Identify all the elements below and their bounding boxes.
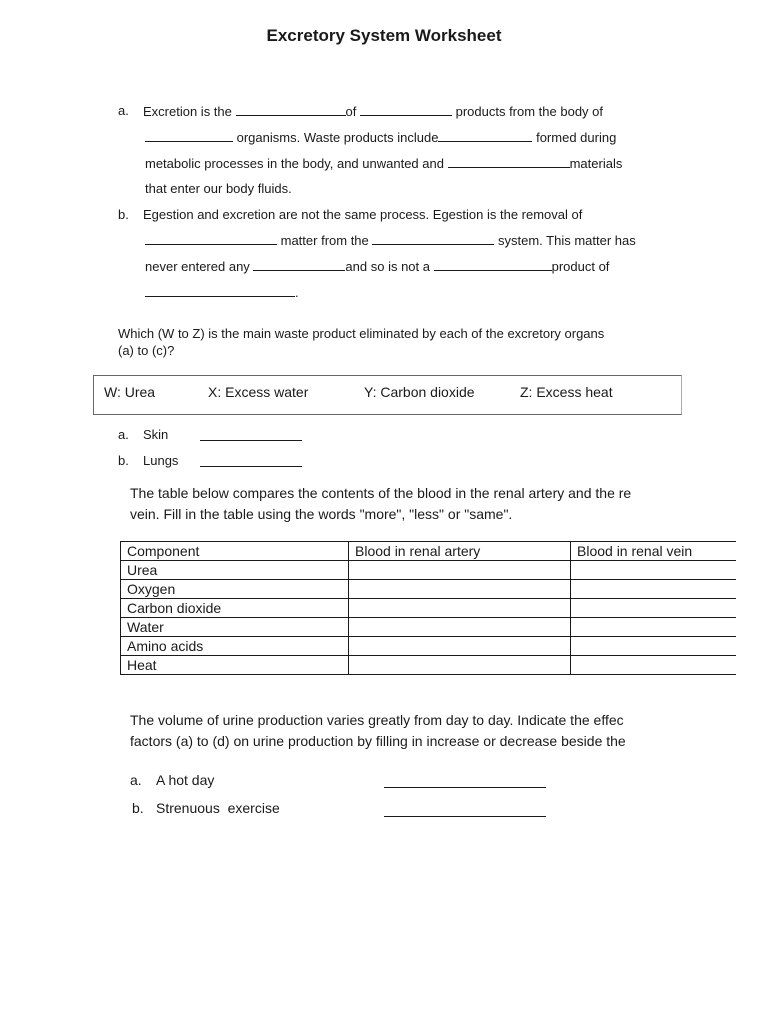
- table-row: [121, 561, 761, 580]
- page-crop-edge: [736, 480, 768, 780]
- part-a-line-3: [145, 155, 622, 171]
- question-4-line-1: The volume of urine production varies greatly from day to day. Indicate the effec: [130, 712, 624, 728]
- part-b-marker: b.: [118, 207, 129, 222]
- exercise-answer-blank[interactable]: [384, 816, 546, 817]
- answer-cell[interactable]: [349, 618, 571, 637]
- answer-cell[interactable]: [571, 656, 761, 675]
- text: materials: [569, 156, 623, 171]
- blank[interactable]: [372, 232, 494, 245]
- blank[interactable]: [145, 232, 277, 245]
- part-b-line-3: [145, 258, 609, 274]
- item-a-marker: a.: [118, 427, 129, 442]
- text: .: [295, 285, 299, 300]
- factor-a-marker: a.: [130, 772, 142, 788]
- blank[interactable]: [360, 103, 452, 116]
- text: organisms. Waste products include: [236, 130, 439, 145]
- table-row: [121, 618, 761, 637]
- answer-cell[interactable]: [349, 561, 571, 580]
- question-4-line-2: factors (a) to (d) on urine production by filling in increase or decrease beside the: [130, 733, 626, 749]
- option-y: Y: Carbon dioxide: [364, 384, 475, 400]
- skin-answer-blank[interactable]: [200, 440, 302, 441]
- comparison-table: [120, 541, 761, 675]
- text: Excretion is the: [143, 104, 232, 119]
- table-row: [121, 599, 761, 618]
- part-b-line-2: [145, 232, 636, 248]
- factor-b-marker: b.: [132, 800, 144, 816]
- row-label-water: Water: [121, 618, 349, 637]
- answer-cell[interactable]: [571, 599, 761, 618]
- question-2-line-1: Which (W to Z) is the main waste product eliminated by each of the excretory organs: [118, 326, 605, 341]
- blank[interactable]: [145, 284, 295, 297]
- header-component: Component: [121, 542, 349, 561]
- hot-day-answer-blank[interactable]: [384, 787, 546, 788]
- row-label-amino-acids: Amino acids: [121, 637, 349, 656]
- blank[interactable]: [253, 258, 345, 271]
- text: products from the body of: [455, 104, 604, 119]
- part-a-line-1: [143, 103, 603, 119]
- answer-cell[interactable]: [571, 637, 761, 656]
- part-a-line-4: that enter our body fluids.: [145, 181, 292, 196]
- text: and so is not a: [345, 259, 430, 274]
- answer-cell[interactable]: [349, 599, 571, 618]
- blank[interactable]: [448, 155, 570, 168]
- options-box: [93, 375, 682, 415]
- table-row: [121, 580, 761, 599]
- blank[interactable]: [438, 129, 532, 142]
- worksheet-title: Excretory System Worksheet: [266, 26, 502, 45]
- item-b-marker: b.: [118, 453, 129, 468]
- answer-cell[interactable]: [349, 580, 571, 599]
- text: product of: [551, 259, 610, 274]
- question-3-line-2: vein. Fill in the table using the words "more", "less" or "same".: [130, 506, 513, 522]
- blank[interactable]: [145, 129, 233, 142]
- item-lungs-label: Lungs: [143, 453, 179, 468]
- text: formed during: [536, 130, 617, 145]
- part-b-line-1: Egestion and excretion are not the same process. Egestion is the removal of: [143, 207, 583, 222]
- lungs-answer-blank[interactable]: [200, 466, 302, 467]
- text: of: [345, 104, 357, 119]
- table-row: [121, 656, 761, 675]
- text: matter from the: [280, 233, 369, 248]
- row-label-urea: Urea: [121, 561, 349, 580]
- part-a-line-2: [145, 129, 616, 145]
- question-3-line-1: The table below compares the contents of the blood in the renal artery and the re: [130, 485, 632, 501]
- part-a-marker: a.: [118, 103, 129, 118]
- text: metabolic processes in the body, and unwanted and: [145, 156, 444, 171]
- row-label-heat: Heat: [121, 656, 349, 675]
- answer-cell[interactable]: [571, 618, 761, 637]
- option-z: Z: Excess heat: [520, 384, 613, 400]
- text: never entered any: [145, 259, 250, 274]
- blank[interactable]: [434, 258, 552, 271]
- answer-cell[interactable]: [349, 656, 571, 675]
- option-x: X: Excess water: [208, 384, 309, 400]
- factor-exercise-label: Strenuous exercise: [156, 800, 280, 816]
- header-renal-artery: Blood in renal artery: [349, 542, 571, 561]
- row-label-carbon-dioxide: Carbon dioxide: [121, 599, 349, 618]
- item-skin-label: Skin: [143, 427, 169, 442]
- row-label-oxygen: Oxygen: [121, 580, 349, 599]
- answer-cell[interactable]: [349, 637, 571, 656]
- text: system. This matter has: [498, 233, 636, 248]
- part-b-line-4: [145, 284, 299, 300]
- question-2-line-2: (a) to (c)?: [118, 343, 175, 358]
- option-w: W: Urea: [104, 384, 156, 400]
- table-header-row: [121, 542, 761, 561]
- answer-cell[interactable]: [571, 580, 761, 599]
- factor-hot-day-label: A hot day: [156, 772, 215, 788]
- answer-cell[interactable]: [571, 561, 761, 580]
- header-renal-vein: Blood in renal vein: [571, 542, 761, 561]
- blank[interactable]: [236, 103, 346, 116]
- table-row: [121, 637, 761, 656]
